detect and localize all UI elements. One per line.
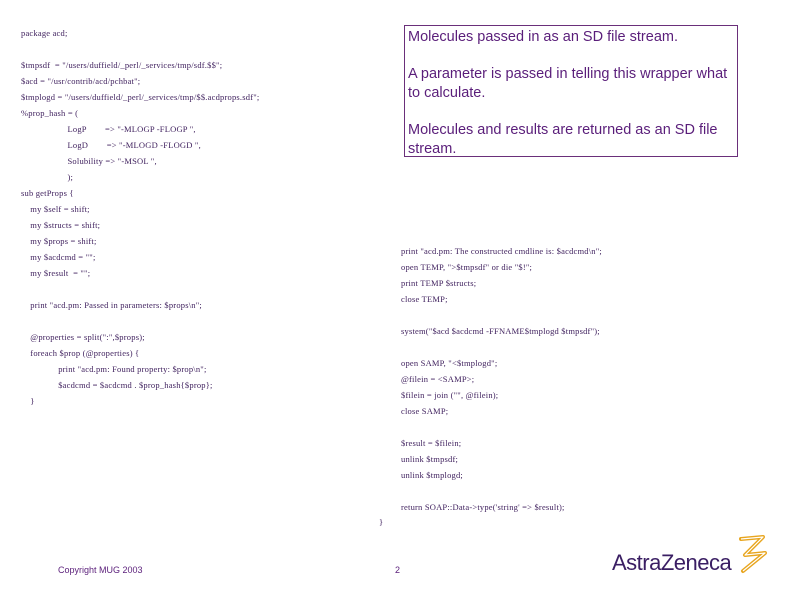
astrazeneca-logo-icon (735, 533, 771, 575)
code-line: } (21, 396, 35, 406)
code-line: LogD => "-MLOGD -FLOGD ", (21, 140, 201, 150)
code-line: close SAMP; (401, 406, 449, 416)
code-line: open SAMP, "<$tmplogd"; (401, 358, 498, 368)
code-line: open TEMP, ">$tmpsdf" or die "$!"; (401, 262, 533, 272)
code-line: print TEMP $structs; (401, 278, 477, 288)
copyright-footer: Copyright MUG 2003 (58, 565, 143, 575)
code-line: $tmplogd = "/users/duffield/_perl/_services/tmp/$$.acdprops.sdf"; (21, 92, 260, 102)
brand-wordmark: AstraZeneca (612, 550, 732, 575)
code-line: Solubility => "-MSOL ", (21, 156, 157, 166)
code-line: unlink $tmplogd; (401, 470, 463, 480)
page-number: 2 (395, 565, 401, 575)
code-line: %prop_hash = ( (21, 108, 79, 118)
note-3: Molecules and results are returned as an SD file stream. (408, 122, 718, 157)
code-line: @properties = split(":",$props); (21, 332, 145, 342)
code-line: package acd; (21, 28, 68, 38)
notes-callout (404, 25, 738, 157)
note-1: Molecules passed in as an SD file stream. (408, 29, 678, 45)
note-2: A parameter is passed in telling this wrapper what to calculate. (408, 66, 728, 101)
code-line: return SOAP::Data->type('string' => $result); (401, 502, 565, 512)
code-line: close TEMP; (401, 294, 448, 304)
code-line: my $acdcmd = ""; (21, 252, 96, 262)
code-line: system("$acd $acdcmd -FFNAME$tmplogd $tmpsdf"); (401, 326, 600, 336)
code-line: $filein = join ("", @filein); (401, 390, 499, 400)
code-line: @filein = <SAMP>; (401, 374, 475, 384)
code-line: $tmpsdf = "/users/duffield/_perl/_services/tmp/sdf.$$"; (21, 60, 223, 70)
code-line: my $self = shift; (21, 204, 90, 214)
closing-brace: } (379, 517, 384, 527)
code-line: print "acd.pm: Found property: $prop\n"; (21, 364, 207, 374)
code-line: sub getProps { (21, 188, 74, 198)
code-line: foreach $prop (@properties) { (21, 348, 140, 358)
code-line: my $props = shift; (21, 236, 97, 246)
code-line: $result = $filein; (401, 438, 462, 448)
code-line: my $structs = shift; (21, 220, 101, 230)
code-line: LogP => "-MLOGP -FLOGP ", (21, 124, 196, 134)
code-line: print "acd.pm: The constructed cmdline is: $acdcmd\n"; (401, 246, 602, 256)
code-line: ); (21, 172, 74, 182)
code-line: $acd = "/usr/contrib/acd/pchbat"; (21, 76, 141, 86)
code-line: my $result = ""; (21, 268, 91, 278)
code-line: $acdcmd = $acdcmd . $prop_hash{$prop}; (21, 380, 213, 390)
code-line: unlink $tmpsdf; (401, 454, 459, 464)
code-line: print "acd.pm: Passed in parameters: $props\n"; (21, 300, 202, 310)
